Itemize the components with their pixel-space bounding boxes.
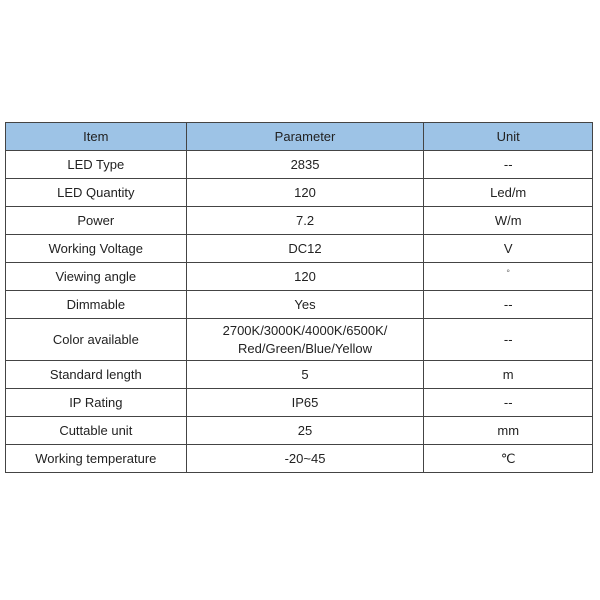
cell-item: Working Voltage xyxy=(6,235,187,263)
unit-text: -- xyxy=(503,157,513,172)
cell-unit xyxy=(424,445,593,473)
table-row xyxy=(6,291,593,319)
cell-parameter xyxy=(186,389,424,417)
unit-text: V xyxy=(503,241,513,256)
cell-parameter xyxy=(186,319,424,361)
cell-parameter xyxy=(186,179,424,207)
cell-item: LED Type xyxy=(6,151,187,179)
unit-text: mm xyxy=(497,423,520,438)
spec-table xyxy=(5,122,593,473)
header-parameter: Parameter xyxy=(186,123,424,151)
header-row xyxy=(6,123,593,151)
cell-item: Dimmable xyxy=(6,291,187,319)
cell-parameter xyxy=(186,417,424,445)
parameter-line1: Yes xyxy=(294,297,316,312)
table-row xyxy=(6,361,593,389)
cell-parameter xyxy=(186,361,424,389)
parameter-line1: 120 xyxy=(294,269,316,284)
cell-parameter xyxy=(186,151,424,179)
cell-parameter xyxy=(186,291,424,319)
table-row xyxy=(6,389,593,417)
cell-parameter xyxy=(186,263,424,291)
parameter-line1: 5 xyxy=(301,367,309,382)
table-row xyxy=(6,319,593,361)
table-row xyxy=(6,179,593,207)
cell-unit xyxy=(424,389,593,417)
parameter-line1: IP65 xyxy=(291,395,319,410)
cell-item: Working temperature xyxy=(6,445,187,473)
cell-unit xyxy=(424,235,593,263)
parameter-line1: DC12 xyxy=(288,241,322,256)
cell-unit xyxy=(424,179,593,207)
parameter-line1: 120 xyxy=(294,185,316,200)
cell-item: Viewing angle xyxy=(6,263,187,291)
parameter-line1: 2835 xyxy=(290,157,320,172)
header-item: Item xyxy=(6,123,187,151)
cell-parameter xyxy=(186,235,424,263)
unit-text: m xyxy=(502,367,514,382)
cell-item: Color available xyxy=(6,319,187,361)
unit-text: W/m xyxy=(494,213,522,228)
cell-unit xyxy=(424,207,593,235)
table-row xyxy=(6,263,593,291)
cell-item: LED Quantity xyxy=(6,179,187,207)
cell-item: Cuttable unit xyxy=(6,417,187,445)
parameter-line1: 25 xyxy=(297,423,313,438)
cell-item: IP Rating xyxy=(6,389,187,417)
table-row xyxy=(6,445,593,473)
unit-text: ° xyxy=(506,268,510,278)
cell-parameter xyxy=(186,207,424,235)
unit-text: Led/m xyxy=(490,185,527,200)
header-unit: Unit xyxy=(424,123,593,151)
parameter-line1: 7.2 xyxy=(295,213,315,228)
parameter-line2: Red/Green/Blue/Yellow xyxy=(238,340,372,356)
parameter-line1: 2700K/3000K/4000K/6500K/ xyxy=(222,322,388,338)
cell-unit xyxy=(424,417,593,445)
parameter-line1: -20~45 xyxy=(284,451,326,466)
cell-unit xyxy=(424,263,593,291)
cell-unit xyxy=(424,361,593,389)
cell-item: Standard length xyxy=(6,361,187,389)
unit-text: -- xyxy=(503,297,513,312)
unit-text: -- xyxy=(503,331,513,347)
table-row xyxy=(6,207,593,235)
cell-unit xyxy=(424,319,593,361)
table-row xyxy=(6,235,593,263)
cell-unit xyxy=(424,151,593,179)
cell-parameter xyxy=(186,445,424,473)
unit-text: ℃ xyxy=(500,450,516,466)
table-row xyxy=(6,417,593,445)
table-row xyxy=(6,151,593,179)
cell-item: Power xyxy=(6,207,187,235)
unit-text: -- xyxy=(503,395,513,410)
cell-unit xyxy=(424,291,593,319)
